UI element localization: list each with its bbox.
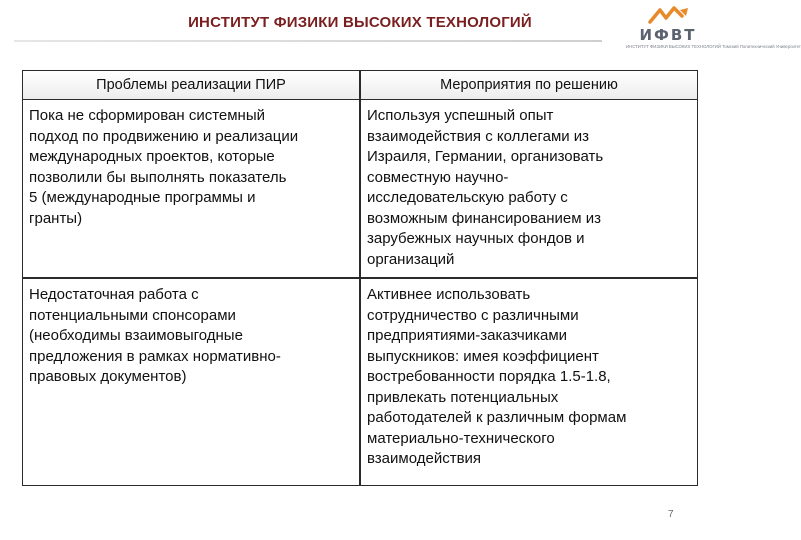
- table-cell-problem-1: Пока не сформирован системный подход по продвижению и реализации международных проектов, которые позволили бы выполнять показатель 5 (международные программы и гранты): [29, 107, 299, 227]
- page-number: 7: [668, 509, 674, 520]
- slide-title: ИНСТИТУТ ФИЗИКИ ВЫСОКИХ ТЕХНОЛОГИЙ: [188, 14, 532, 31]
- table-cell-solution-2: Активнее использовать сотрудничество с различными предприятиями-заказчиками выпускников: имея коэффициент востребованности порядка 1.5-1.8, привлекать потенциальных работодателей к различным формам материально-технического взаимодействия: [367, 286, 627, 467]
- table-cell-problem-2: Недостаточная работа с потенциальными спонсорами (необходимы взаимовыгодные предложения в рамках нормативно- правовых документов): [29, 286, 281, 385]
- column-header-measures: Мероприятия по решению: [440, 77, 618, 93]
- row-divider: [23, 277, 697, 279]
- table-cell-solution-1: Используя успешный опыт взаимодействия с коллегами из Израиля, Германии, организовать совместную научно- исследовательскую работу с возможным финансированием из зарубежных научных фондов и организаций: [367, 107, 604, 268]
- logo-mark-icon: [622, 4, 714, 28]
- logo-text: ИФВТ: [639, 26, 697, 44]
- column-header-problems: Проблемы реализации ПИР: [96, 77, 286, 93]
- institute-logo: [622, 4, 801, 56]
- logo-subtitle: ИНСТИТУТ ФИЗИКИ ВЫСОКИХ ТЕХНОЛОГИЙ Томский Политехнический Университет: [626, 44, 801, 49]
- problems-table: [22, 70, 698, 486]
- header-divider: [14, 40, 602, 42]
